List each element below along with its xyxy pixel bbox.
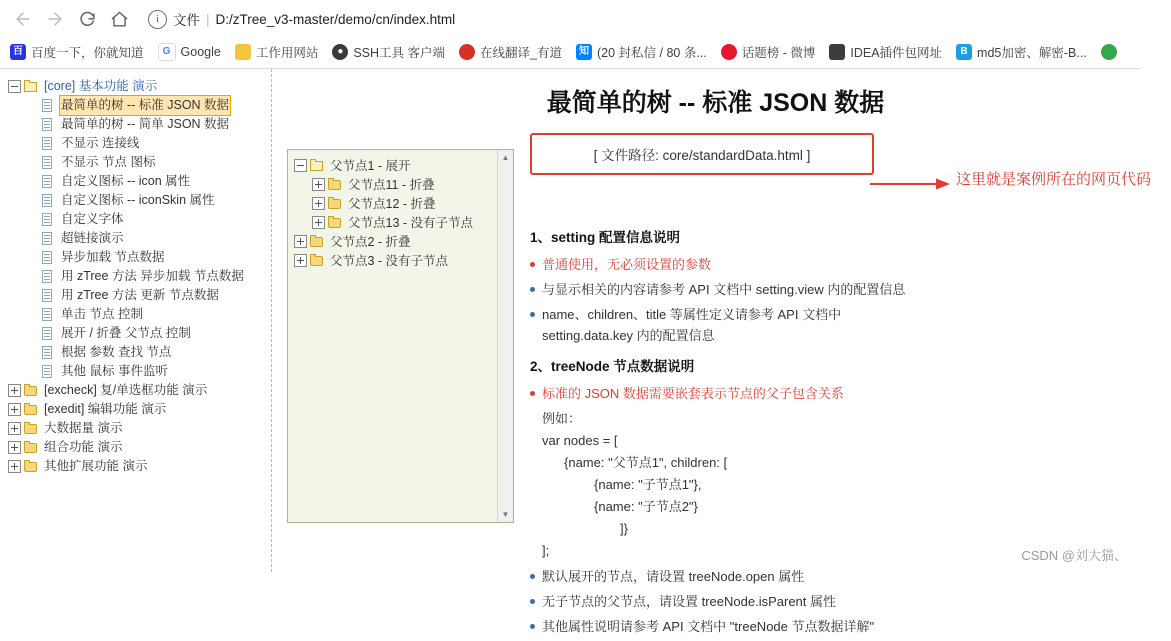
demo-content [272,69,1152,634]
expand-plus-icon[interactable] [312,178,325,191]
sidebar-item-node[interactable] [8,419,271,438]
annotation-text: 这里就是案例所在的网页代码 [956,171,1152,188]
tree-switch-placeholder [25,213,38,226]
bookmark-label: SSH工具 客户端 [353,46,446,60]
demo-tree-item-label[interactable]: 父节点2 - 折叠 [330,234,411,249]
folder-icon [23,421,39,436]
md5-icon: B [956,44,972,60]
reload-icon[interactable] [72,4,102,34]
globe-icon: ● [332,44,348,60]
weibo-icon [721,44,737,60]
sidebar-item-label[interactable]: 用 zTree 方法 更新 节点数据 [61,288,219,302]
demo-tree-item-node[interactable] [294,232,509,251]
address-bar-separator: | [206,11,210,27]
folder-icon [309,253,325,268]
sidebar-item-node[interactable] [8,229,271,248]
bullet-item [530,383,910,404]
scroll-down-icon[interactable]: ▼ [501,510,510,519]
folder-icon [327,196,343,211]
bookmark-label: Google [180,45,221,59]
bullet-text: 无子节点的父节点，请设置 treeNode.isParent 属性 [542,594,837,609]
demo-tree-item-node[interactable] [294,156,509,175]
code-line: {name: "子节点2"} [594,499,698,514]
tree-switch-placeholder [25,270,38,283]
tree-switch-placeholder [25,118,38,131]
bullet-dot-icon [530,624,535,629]
document-icon [40,212,56,227]
document-icon [40,288,56,303]
back-arrow-icon[interactable] [8,4,38,34]
document-icon [40,174,56,189]
sidebar-item-node[interactable] [8,343,271,362]
tree-switch-placeholder [25,232,38,245]
bookmark-label: IDEA插件包网址 [850,46,943,60]
sidebar-item-node[interactable] [8,96,271,115]
expand-plus-icon[interactable] [312,216,325,229]
demo-tree-item-node[interactable] [294,175,509,194]
demo-tree-item-node[interactable] [294,251,509,270]
youdao-icon [459,44,475,60]
document-icon [40,250,56,265]
sidebar-tree [8,77,271,476]
bookmark-label: 话题榜 - 微博 [741,46,816,60]
document-icon [40,155,56,170]
tree-switch-placeholder [25,156,38,169]
demo-description [530,217,910,641]
sidebar-item-node[interactable] [8,324,271,343]
sidebar-item-label[interactable]: 用 zTree 方法 异步加载 节点数据 [61,269,244,283]
bullet-item [530,254,910,275]
folder-icon [23,402,39,417]
demo-scrollbar[interactable] [497,150,513,522]
bullet-item [530,566,910,587]
collapse-minus-icon[interactable] [294,159,307,172]
bullet-item [530,591,910,612]
bullet-text: 默认展开的节点，请设置 treeNode.open 属性 [542,569,805,584]
tree-switch-placeholder [25,194,38,207]
scroll-up-icon[interactable]: ▲ [501,153,510,162]
folder-icon [235,44,251,60]
bookmark-item[interactable] [459,43,562,61]
bookmark-item[interactable] [1101,44,1122,60]
demo-tree-item-node[interactable] [294,213,509,232]
demo-tree-item-label[interactable]: 父节点12 - 折叠 [348,196,436,211]
tree-switch-placeholder [25,365,38,378]
code-line: var nodes = [ [542,433,618,448]
browser-chrome [0,0,1139,69]
sidebar-item-node[interactable] [8,267,271,286]
sidebar-item-node[interactable] [8,400,271,419]
document-icon [40,326,56,341]
sidebar-item-node[interactable] [8,381,271,400]
sidebar-item-label[interactable]: 根据 参数 查找 节点 [61,345,172,359]
demo-tree-item-label[interactable]: 父节点11 - 折叠 [348,177,435,192]
expand-plus-icon[interactable] [8,403,21,416]
address-bar-file-label: 文件 [173,13,200,28]
sidebar-item-label[interactable]: 自定义图标 -- iconSkin 属性 [61,193,215,207]
demo-tree-item-node[interactable] [294,194,509,213]
bookmark-item[interactable] [158,43,221,61]
tree-switch-placeholder [25,327,38,340]
bookmarks-bar [0,38,1139,68]
bullet-text: 普通使用，无必须设置的参数 [542,257,712,272]
document-icon [40,117,56,132]
green-site-icon [1101,44,1117,60]
tree-switch-placeholder [25,251,38,264]
sidebar-item-label[interactable]: 自定义字体 [61,212,124,226]
folder-open-icon [309,158,325,173]
address-bar[interactable] [142,5,1131,33]
sidebar-item-label[interactable]: [excheck] 复/单选框功能 演示 [44,383,208,397]
sidebar-item-node[interactable] [8,286,271,305]
sidebar-item-node[interactable] [8,77,271,96]
bullet-text: 与显示相关的内容请参考 API 文档中 setting.view 内的配置信息 [542,282,906,297]
folder-open-icon [23,79,39,94]
folder-icon [23,383,39,398]
sidebar-item-node[interactable] [8,248,271,267]
folder-icon [327,177,343,192]
sidebar-item-label[interactable]: 其他扩展功能 演示 [44,459,148,473]
sidebar-item-label[interactable]: 组合功能 演示 [44,440,123,454]
expand-plus-icon[interactable] [8,460,21,473]
bookmark-label: (20 封私信 / 80 条... [596,46,707,60]
bookmark-item[interactable] [235,43,319,61]
sidebar-item-node[interactable] [8,305,271,324]
bullet-dot-icon [530,574,535,579]
sidebar-item-node[interactable] [8,457,271,476]
sidebar-item-node[interactable] [8,134,271,153]
bullet-text: 标准的 JSON 数据需要嵌套表示节点的父子包含关系 [542,386,844,401]
expand-plus-icon[interactable] [294,254,307,267]
example-block [542,408,910,562]
sidebar-item-label[interactable]: 自定义图标 -- icon 属性 [61,174,191,188]
sidebar-item-label[interactable]: 异步加载 节点数据 [61,250,165,264]
sidebar-item-node[interactable] [8,153,271,172]
tree-switch-placeholder [25,137,38,150]
bookmark-label: 在线翻译_有道 [480,46,562,60]
tree-switch-placeholder [25,99,38,112]
tree-switch-placeholder [25,175,38,188]
sidebar-item-label[interactable]: 超链接演示 [61,231,124,245]
section-heading: 2、treeNode 节点数据说明 [530,359,695,374]
sidebar-item-label[interactable]: [exedit] 编辑功能 演示 [44,402,167,416]
bullet-text: 其他属性说明请参考 API 文档中 "treeNode 节点数据详解" [542,619,875,634]
document-icon [40,136,56,151]
code-line: {name: "父节点1", children: [ [564,455,728,470]
plugin-icon [829,44,845,60]
sidebar-item-label[interactable]: 单击 节点 控制 [61,307,143,321]
file-path-box: [ 文件路径: core/standardData.html ] [530,133,874,175]
document-icon [40,345,56,360]
sidebar-item-node[interactable] [8,362,271,381]
code-line: ]; [542,543,550,558]
expand-plus-icon[interactable] [312,197,325,210]
bookmark-item[interactable] [332,43,445,61]
tree-switch-placeholder [25,289,38,302]
sidebar-item-node[interactable] [8,210,271,229]
sidebar-item-label[interactable]: [core] 基本功能 演示 [44,79,158,93]
expand-plus-icon[interactable] [8,422,21,435]
example-label: 例如： [542,411,582,426]
bullet-dot-icon [530,312,535,317]
expand-plus-icon[interactable] [8,441,21,454]
sidebar-item-label[interactable]: 最简单的树 -- 简单 JSON 数据 [61,117,230,131]
page-body [0,69,1152,634]
folder-icon [23,459,39,474]
arrow-right-icon [870,177,950,194]
sidebar-item-label[interactable]: 不显示 连接线 [61,136,140,150]
site-info-icon[interactable]: i [148,10,167,29]
ztree-demo-tree [288,150,513,274]
sidebar-item-node[interactable] [8,115,271,134]
collapse-minus-icon[interactable] [8,80,21,93]
bookmark-item[interactable] [829,43,942,61]
navigation-bar [0,0,1139,38]
bookmark-label: 百度一下，你就知道 [31,46,144,60]
bookmark-label: md5加密、解密-B... [977,46,1087,60]
bullet-item [530,279,910,300]
zhihu-icon: 知 [576,44,592,60]
bullet-dot-icon [530,262,535,267]
demo-tree-item-label[interactable]: 父节点1 - 展开 [330,158,411,173]
ztree-demo-box [287,149,514,523]
sidebar-item-label[interactable]: 大数据量 演示 [44,421,123,435]
bullet-dot-icon [530,599,535,604]
bullet-text: name、children、title 等属性定义请参考 API 文档中 setting.data.key 内的配置信息 [542,307,842,343]
sidebar-item-label[interactable]: 不显示 节点 图标 [61,155,156,169]
page-title: 最简单的树 -- 标准 JSON 数据 [546,89,885,117]
sidebar-item-label[interactable]: 其他 鼠标 事件监听 [61,364,168,378]
demo-tree-item-label[interactable]: 父节点3 - 没有子节点 [330,253,449,268]
section-heading: 1、setting 配置信息说明 [530,230,681,245]
document-icon [40,364,56,379]
forward-arrow-icon[interactable] [40,4,70,34]
bookmark-item[interactable] [721,43,816,61]
google-icon: G [158,43,176,61]
bookmark-label: 工作用网站 [255,46,319,60]
document-icon [40,98,56,113]
bullet-dot-icon [530,391,535,396]
sidebar-item-node[interactable] [8,438,271,457]
sidebar-item-node[interactable] [8,191,271,210]
bullet-item [530,304,910,346]
document-icon [40,307,56,322]
baidu-icon: 百 [10,44,26,60]
bookmark-item[interactable] [576,43,707,61]
home-icon[interactable] [104,4,134,34]
demo-index-sidebar [0,69,272,572]
annotation [870,169,1171,194]
watermark: CSDN @刘大猫、 [1021,548,1127,563]
expand-plus-icon[interactable] [294,235,307,248]
sidebar-item-label[interactable]: 最简单的树 -- 标准 JSON 数据 [59,95,231,116]
expand-plus-icon[interactable] [8,384,21,397]
bullet-item [530,616,910,637]
sidebar-item-label[interactable]: 展开 / 折叠 父节点 控制 [61,326,191,340]
document-icon [40,231,56,246]
folder-icon [309,234,325,249]
demo-tree-item-label[interactable]: 父节点13 - 没有子节点 [348,215,474,230]
address-bar-url: D:/zTree_v3-master/demo/cn/index.html [215,11,456,27]
bullet-dot-icon [530,287,535,292]
folder-icon [23,440,39,455]
document-icon [40,269,56,284]
code-line: {name: "子节点1"}, [594,477,702,492]
folder-icon [327,215,343,230]
tree-switch-placeholder [25,308,38,321]
document-icon [40,193,56,208]
sidebar-item-node[interactable] [8,172,271,191]
bookmark-item[interactable] [10,43,144,61]
code-line: ]} [620,521,628,536]
tree-switch-placeholder [25,346,38,359]
bookmark-item[interactable] [956,43,1087,61]
